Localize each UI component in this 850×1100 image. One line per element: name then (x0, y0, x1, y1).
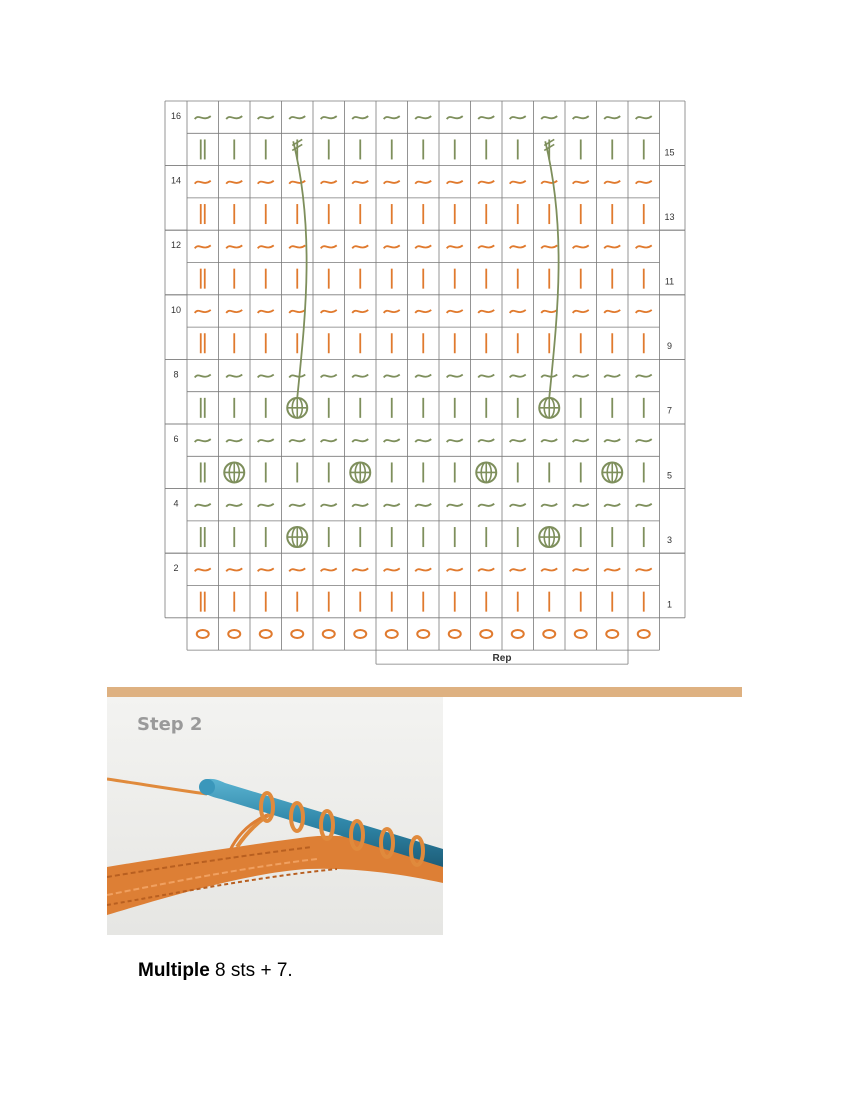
single-crochet-symbol (510, 375, 526, 378)
single-crochet-symbol (321, 439, 337, 442)
single-crochet-symbol (636, 568, 652, 571)
single-crochet-symbol (258, 245, 274, 248)
row-number: 4 (173, 498, 179, 509)
single-crochet-symbol (226, 504, 242, 507)
single-crochet-symbol (604, 245, 620, 248)
single-crochet-symbol (195, 375, 211, 378)
chain-symbol (638, 630, 650, 638)
single-crochet-symbol (510, 181, 526, 184)
single-crochet-symbol (226, 181, 242, 184)
single-crochet-symbol (478, 504, 494, 507)
single-crochet-symbol (384, 310, 400, 313)
caption-bold: Multiple (138, 960, 210, 981)
single-crochet-symbol (384, 504, 400, 507)
single-crochet-symbol (415, 375, 431, 378)
single-crochet-symbol (258, 504, 274, 507)
row-number: 9 (666, 341, 673, 352)
single-crochet-symbol (352, 439, 368, 442)
single-crochet-symbol (289, 116, 305, 119)
step-label: Step 2 (137, 714, 203, 735)
single-crochet-symbol (195, 439, 211, 442)
single-crochet-symbol (195, 181, 211, 184)
single-crochet-symbol (510, 439, 526, 442)
chain-symbol (291, 630, 303, 638)
row-number: 12 (170, 240, 182, 251)
chain-symbol (354, 630, 366, 638)
single-crochet-symbol (384, 116, 400, 119)
single-crochet-symbol (541, 504, 557, 507)
single-crochet-symbol (415, 439, 431, 442)
single-crochet-symbol (541, 568, 557, 571)
single-crochet-symbol (478, 568, 494, 571)
single-crochet-symbol (447, 568, 463, 571)
single-crochet-symbol (573, 504, 589, 507)
row-number: 1 (666, 599, 673, 610)
single-crochet-symbol (510, 504, 526, 507)
single-crochet-symbol (415, 245, 431, 248)
single-crochet-symbol (384, 245, 400, 248)
single-crochet-symbol (195, 245, 211, 248)
single-crochet-symbol (258, 568, 274, 571)
single-crochet-symbol (226, 375, 242, 378)
single-crochet-symbol (195, 504, 211, 507)
single-crochet-symbol (258, 116, 274, 119)
single-crochet-symbol (573, 568, 589, 571)
single-crochet-symbol (415, 310, 431, 313)
chain-symbol (323, 630, 335, 638)
chain-symbol (512, 630, 524, 638)
single-crochet-symbol (415, 116, 431, 119)
single-crochet-symbol (541, 310, 557, 313)
chain-symbol (260, 630, 272, 638)
row-number: 10 (170, 304, 182, 315)
single-crochet-symbol (226, 310, 242, 313)
row-number: 11 (664, 276, 675, 287)
single-crochet-symbol (321, 504, 337, 507)
single-crochet-symbol (321, 116, 337, 119)
single-crochet-symbol (226, 116, 242, 119)
single-crochet-symbol (195, 116, 211, 119)
single-crochet-symbol (226, 439, 242, 442)
row-number: 14 (170, 175, 182, 186)
single-crochet-symbol (636, 181, 652, 184)
single-crochet-symbol (478, 116, 494, 119)
single-crochet-symbol (604, 439, 620, 442)
section-divider (107, 687, 742, 697)
single-crochet-symbol (541, 181, 557, 184)
single-crochet-symbol (541, 116, 557, 119)
single-crochet-symbol (478, 310, 494, 313)
single-crochet-symbol (478, 439, 494, 442)
row-number: 8 (173, 369, 179, 380)
chain-symbol (449, 630, 461, 638)
single-crochet-symbol (636, 116, 652, 119)
single-crochet-symbol (636, 504, 652, 507)
chain-symbol (480, 630, 492, 638)
single-crochet-symbol (573, 245, 589, 248)
single-crochet-symbol (510, 310, 526, 313)
chain-symbol (543, 630, 555, 638)
single-crochet-symbol (510, 245, 526, 248)
single-crochet-symbol (478, 375, 494, 378)
single-crochet-symbol (352, 568, 368, 571)
single-crochet-symbol (289, 504, 305, 507)
single-crochet-symbol (258, 375, 274, 378)
rep-label: Rep (492, 653, 512, 665)
single-crochet-symbol (510, 116, 526, 119)
single-crochet-symbol (352, 245, 368, 248)
single-crochet-symbol (195, 310, 211, 313)
single-crochet-symbol (415, 181, 431, 184)
single-crochet-symbol (384, 568, 400, 571)
single-crochet-symbol (195, 568, 211, 571)
single-crochet-symbol (447, 504, 463, 507)
single-crochet-symbol (447, 245, 463, 248)
single-crochet-symbol (352, 504, 368, 507)
single-crochet-symbol (541, 375, 557, 378)
row-number: 7 (666, 405, 673, 416)
single-crochet-symbol (289, 245, 305, 248)
single-crochet-symbol (573, 375, 589, 378)
single-crochet-symbol (447, 116, 463, 119)
single-crochet-symbol (573, 181, 589, 184)
single-crochet-symbol (604, 375, 620, 378)
single-crochet-symbol (289, 375, 305, 378)
chain-symbol (386, 630, 398, 638)
single-crochet-symbol (478, 245, 494, 248)
single-crochet-symbol (604, 181, 620, 184)
single-crochet-symbol (258, 181, 274, 184)
single-crochet-symbol (447, 439, 463, 442)
single-crochet-symbol (321, 310, 337, 313)
single-crochet-symbol (541, 245, 557, 248)
row-number: 15 (664, 147, 675, 158)
single-crochet-symbol (352, 310, 368, 313)
row-number: 2 (173, 563, 179, 574)
single-crochet-symbol (415, 504, 431, 507)
single-crochet-symbol (415, 568, 431, 571)
single-crochet-symbol (604, 568, 620, 571)
single-crochet-symbol (447, 181, 463, 184)
single-crochet-symbol (289, 568, 305, 571)
chain-symbol (197, 630, 209, 638)
single-crochet-symbol (258, 310, 274, 313)
row-number: 6 (173, 434, 179, 444)
single-crochet-symbol (321, 181, 337, 184)
chain-symbol (417, 630, 429, 638)
chain-symbol (575, 630, 587, 638)
row-number: 3 (666, 534, 673, 545)
single-crochet-symbol (478, 181, 494, 184)
single-crochet-symbol (258, 439, 274, 442)
row-number: 16 (170, 111, 182, 121)
row-number: 5 (666, 470, 673, 481)
single-crochet-symbol (510, 568, 526, 571)
single-crochet-symbol (321, 568, 337, 571)
single-crochet-symbol (226, 245, 242, 248)
single-crochet-symbol (604, 504, 620, 507)
single-crochet-symbol (447, 310, 463, 313)
single-crochet-symbol (636, 375, 652, 378)
single-crochet-symbol (573, 116, 589, 119)
single-crochet-symbol (447, 375, 463, 378)
caption-text: 8 sts + 7. (209, 960, 293, 981)
single-crochet-symbol (352, 181, 368, 184)
single-crochet-symbol (384, 439, 400, 442)
single-crochet-symbol (604, 310, 620, 313)
single-crochet-symbol (289, 439, 305, 442)
single-crochet-symbol (636, 439, 652, 442)
single-crochet-symbol (384, 181, 400, 184)
single-crochet-symbol (636, 310, 652, 313)
single-crochet-symbol (352, 116, 368, 119)
single-crochet-symbol (541, 439, 557, 442)
row-number: 13 (664, 211, 675, 222)
single-crochet-symbol (636, 245, 652, 248)
step-photo (107, 697, 443, 935)
chain-symbol (606, 630, 618, 638)
single-crochet-symbol (321, 375, 337, 378)
single-crochet-symbol (226, 568, 242, 571)
single-crochet-symbol (289, 181, 305, 184)
multiple-caption (138, 960, 293, 982)
single-crochet-symbol (352, 375, 368, 378)
chain-symbol (228, 630, 240, 638)
single-crochet-symbol (289, 310, 305, 313)
single-crochet-symbol (384, 375, 400, 378)
single-crochet-symbol (604, 116, 620, 119)
single-crochet-symbol (321, 245, 337, 248)
single-crochet-symbol (573, 310, 589, 313)
single-crochet-symbol (573, 439, 589, 442)
